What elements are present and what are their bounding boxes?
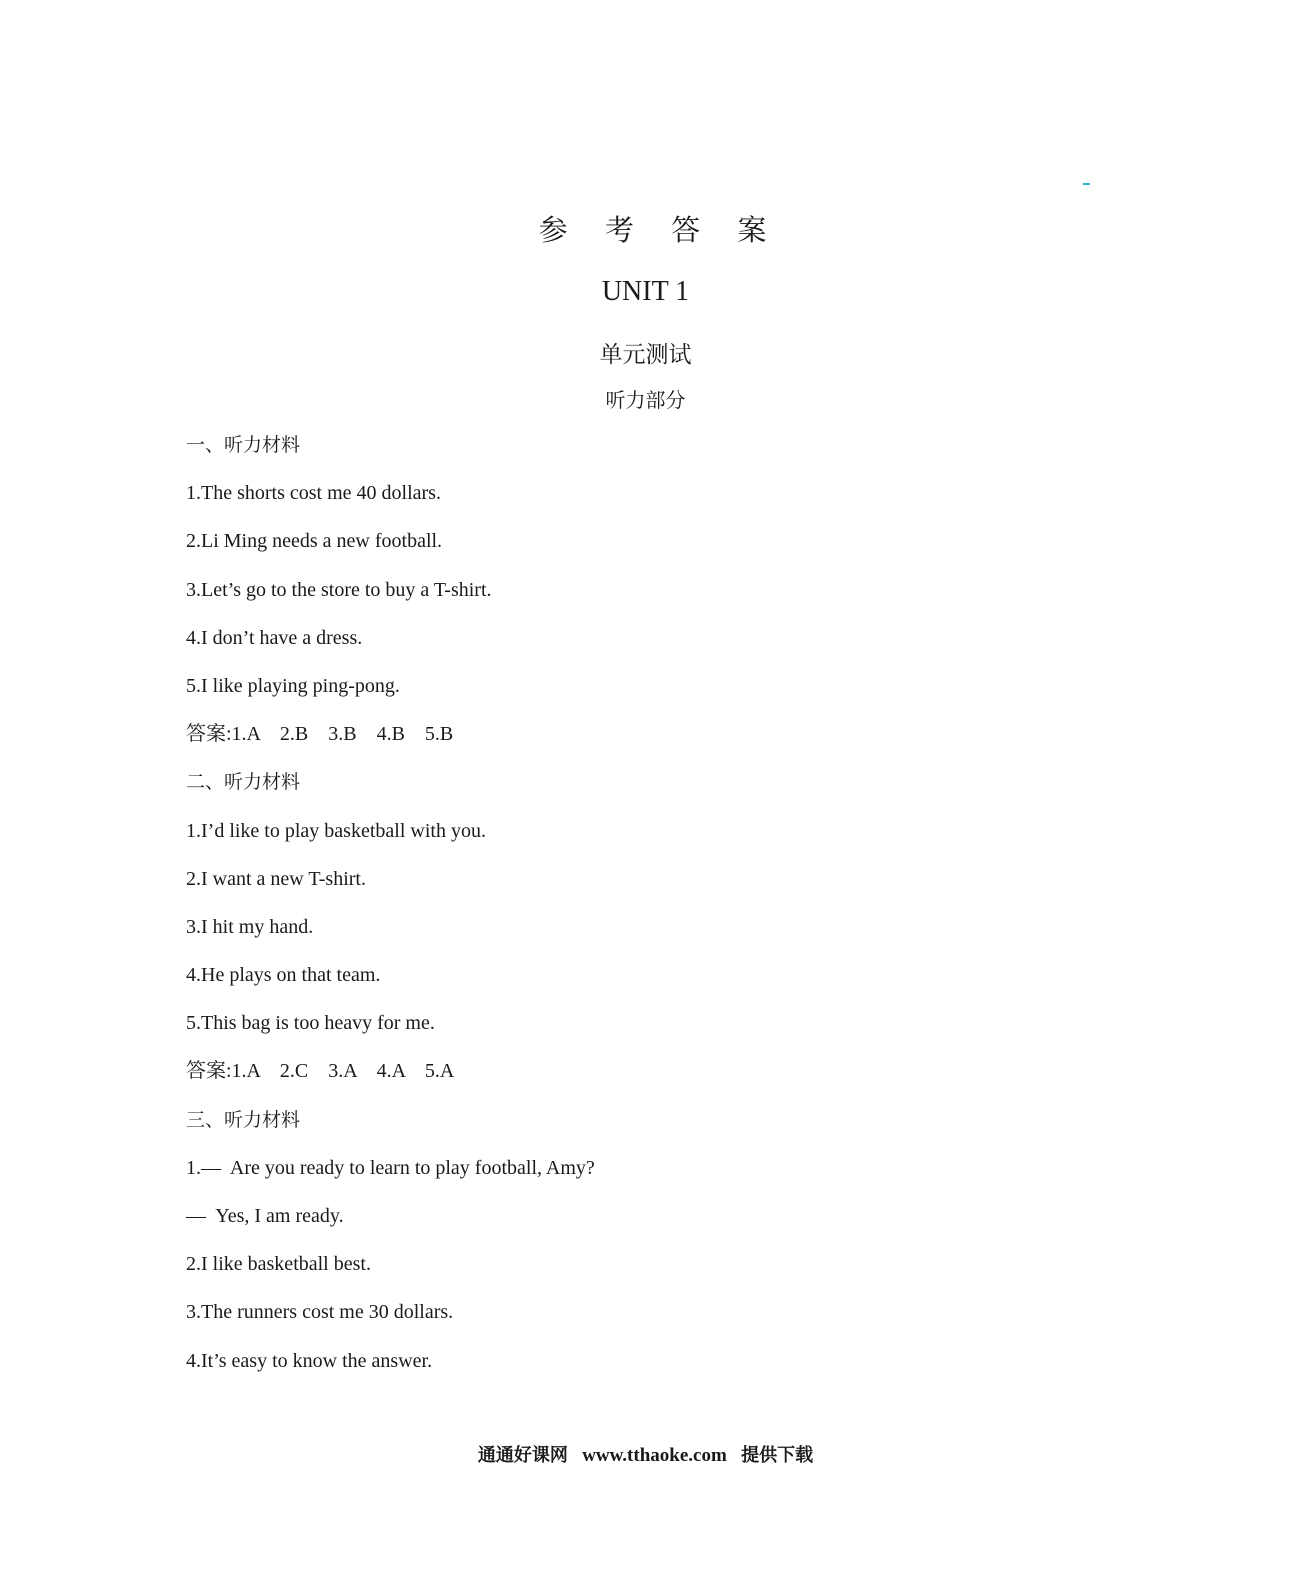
transcript-line: 4.It’s easy to know the answer. (186, 1349, 433, 1372)
section-heading: 一、听力材料 (186, 434, 301, 456)
transcript-line: 2.I want a new T-shirt. (186, 867, 366, 890)
transcript-line: 1.The shorts cost me 40 dollars. (186, 482, 441, 505)
answer-content (186, 433, 1136, 1397)
section-heading: 三、听力材料 (186, 1108, 301, 1131)
section-heading: 二、听力材料 (186, 771, 301, 794)
footer-url-link[interactable]: www.tthaoke.com (582, 1445, 727, 1466)
transcript-line: 3.Let’s go to the store to buy a T-shirt. (186, 578, 492, 601)
unit-heading: UNIT 1 (601, 276, 690, 307)
section-subtitle: 单元测试 (599, 342, 692, 368)
page-footer (0, 1441, 1291, 1467)
transcript-line: 2.Li Ming needs a new football. (186, 530, 443, 553)
answer-key-line: 答案:1.A 2.C 3.A 4.A 5.A (186, 1060, 455, 1083)
transcript-line: 2.I like basketball best. (186, 1253, 371, 1276)
part-heading: 听力部分 (605, 388, 686, 412)
page-title: 参 考 答 案 (538, 213, 781, 247)
transcript-line: — Yes, I am ready. (186, 1205, 344, 1227)
answer-key-line: 答案:1.A 2.B 3.B 4.B 5.B (186, 723, 454, 746)
transcript-line: 5.This bag is too heavy for me. (186, 1012, 435, 1035)
transcript-line: 1.I’d like to play basketball with you. (186, 819, 486, 842)
transcript-line: 4.I don’t have a dress. (186, 626, 363, 649)
footer-download-text: 提供下载 (741, 1445, 814, 1466)
transcript-line: 3.I hit my hand. (186, 915, 314, 938)
transcript-line: 5.I like playing ping-pong. (186, 674, 400, 697)
corner-mark (1083, 183, 1090, 185)
transcript-line: 4.He plays on that team. (186, 964, 381, 987)
transcript-line: 1.— Are you ready to learn to play football, Amy? (186, 1156, 595, 1179)
transcript-line: 3.The runners cost me 30 dollars. (186, 1301, 454, 1324)
footer-site-name: 通通好课网 (477, 1445, 568, 1466)
